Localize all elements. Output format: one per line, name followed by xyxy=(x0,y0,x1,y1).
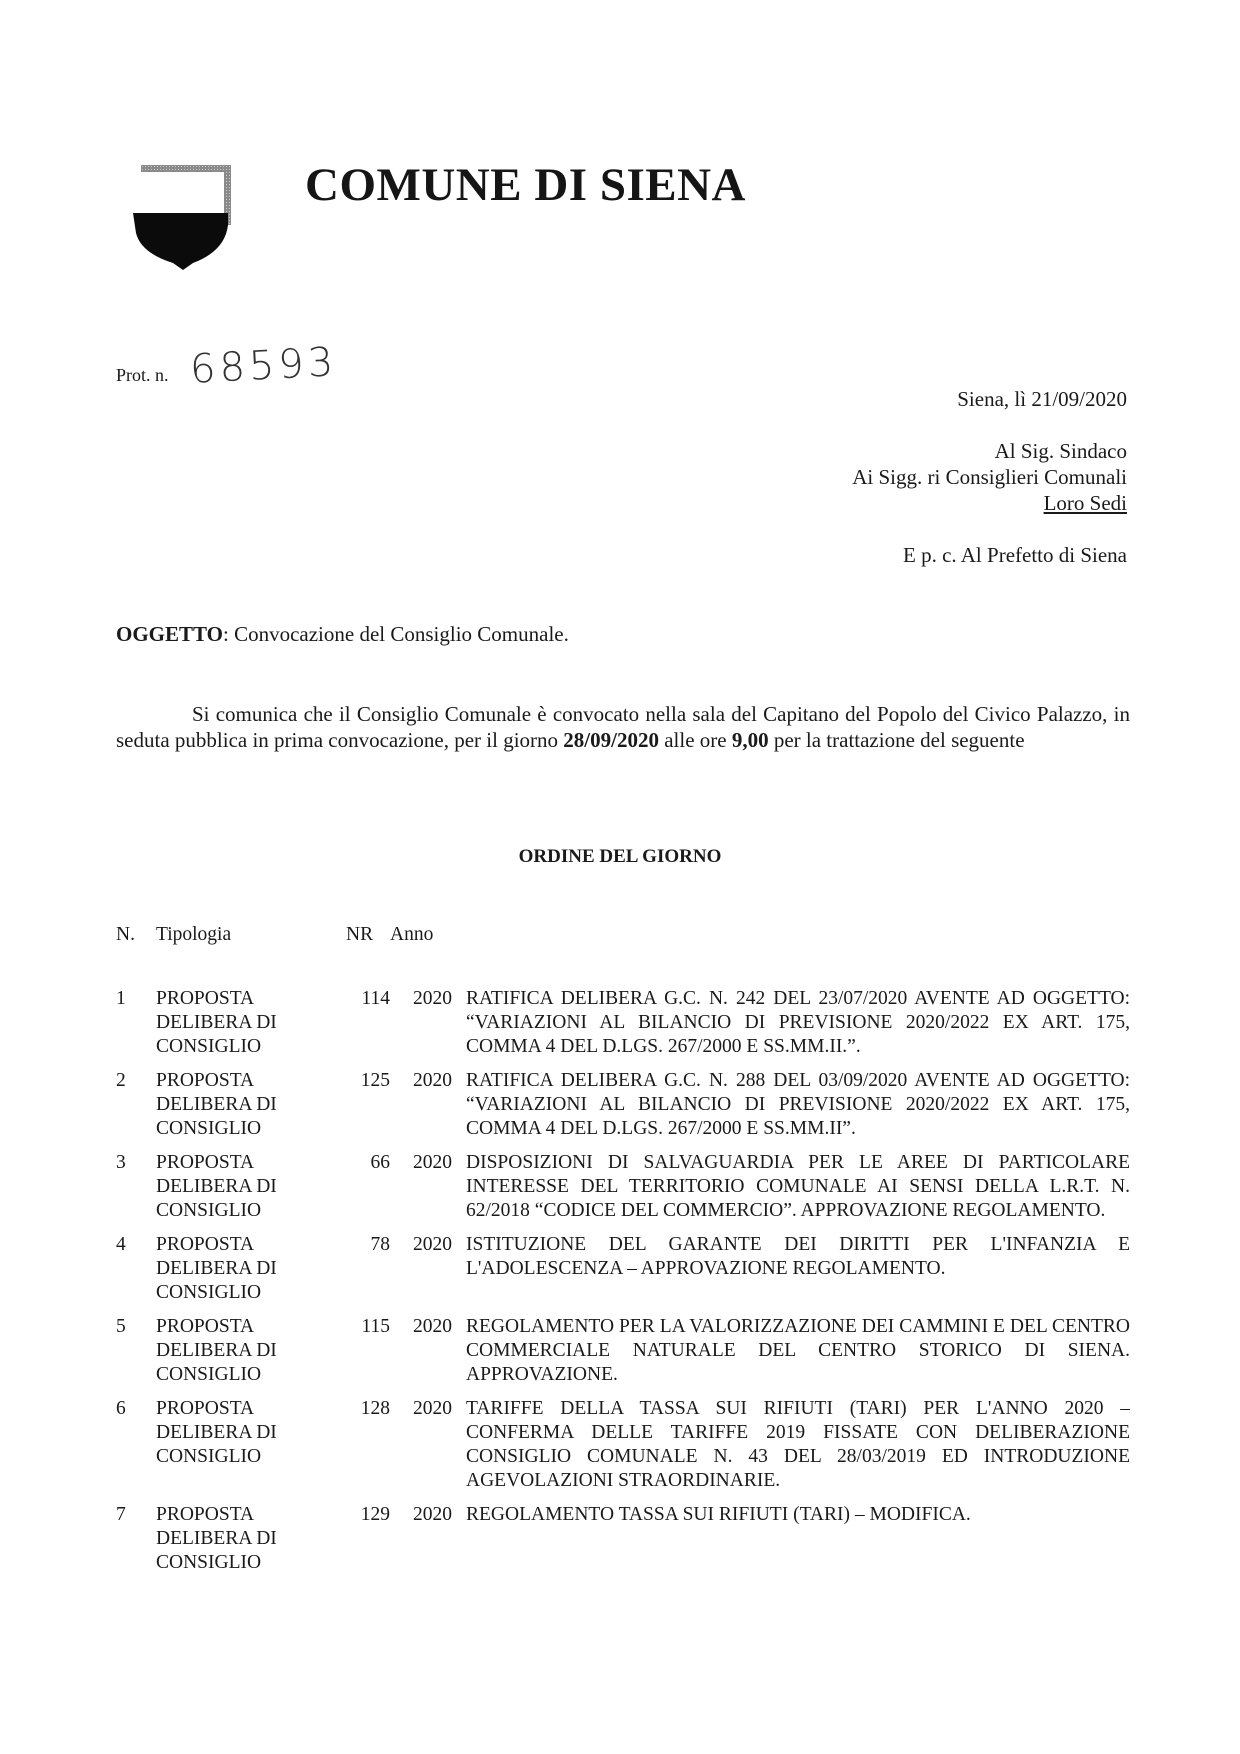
agenda-title: ORDINE DEL GIORNO xyxy=(518,846,722,867)
agenda-item-type: PROPOSTA DELIBERA DI CONSIGLIO xyxy=(156,1504,277,1573)
place-date: Siena, lì 21/09/2020 xyxy=(957,387,1127,411)
agenda-item-nr: 128 xyxy=(360,1398,390,1419)
agenda-item-number: 6 xyxy=(116,1398,126,1419)
protocol-label: Prot. n. xyxy=(116,365,169,385)
agenda-row xyxy=(116,1069,1130,1151)
body-text-part3: per la trattazione del seguente xyxy=(768,728,1025,752)
agenda-row xyxy=(116,1503,1130,1585)
body-text-part1: Si comunica che il Consiglio Comunale è convocato nella sala del Capitano del Popolo del Civico Palazzo, in seduta pubblica in prima convocazione, per il giorno xyxy=(116,702,1130,752)
agenda-item-subject: ISTITUZIONE DEL GARANTE DEI DIRITTI PER L'INFANZIA E L'ADOLESCENZA – APPROVAZIONE REGOLAMENTO. xyxy=(466,1234,1130,1279)
agenda-item-nr: 66 xyxy=(370,1152,390,1173)
col-header-nr: NR xyxy=(346,924,374,945)
agenda-item-subject: DISPOSIZIONI DI SALVAGUARDIA PER LE AREE DI PARTICOLARE INTERESSE DEL TERRITORIO COMUNALE AI SENSI DELLA L.R.T. N. 62/2018 “CODICE DEL COMMERCIO”. APPROVAZIONE REGOLAMENTO. xyxy=(466,1152,1130,1221)
convocation-paragraph xyxy=(116,701,1130,753)
recipients-block xyxy=(852,438,1127,516)
body-text-part2: alle ore xyxy=(658,728,732,752)
organization-title: COMUNE DI SIENA xyxy=(305,159,746,211)
siena-crest-icon xyxy=(133,163,241,273)
agenda-item-year: 2020 xyxy=(413,1504,452,1525)
agenda-item-nr: 114 xyxy=(361,988,390,1009)
agenda-header-row xyxy=(116,923,1130,987)
col-header-tipologia: Tipologia xyxy=(156,924,232,945)
protocol-number-handwritten: 68593 xyxy=(188,339,339,393)
subject-label: OGGETTO xyxy=(116,622,223,646)
recipient-cc-prefect: E p. c. Al Prefetto di Siena xyxy=(903,543,1127,567)
agenda-row xyxy=(116,1397,1130,1503)
agenda-row xyxy=(116,987,1130,1069)
agenda-item-subject: RATIFICA DELIBERA G.C. N. 288 DEL 03/09/2020 AVENTE AD OGGETTO: “VARIAZIONI AL BILANCIO DI PREVISIONE 2020/2022 EX ART. 175, COMMA 4 DEL D.LGS. 267/2000 E SS.MM.II”. xyxy=(466,1070,1130,1139)
agenda-item-subject: RATIFICA DELIBERA G.C. N. 242 DEL 23/07/2020 AVENTE AD OGGETTO: “VARIAZIONI AL BILANCIO DI PREVISIONE 2020/2022 EX ART. 175, COMMA 4 DEL D.LGS. 267/2000 E SS.MM.II.”. xyxy=(466,988,1130,1057)
agenda-row xyxy=(116,1233,1130,1315)
agenda-item-year: 2020 xyxy=(413,1316,452,1337)
agenda-item-year: 2020 xyxy=(413,988,452,1009)
agenda-item-subject: REGOLAMENTO TASSA SUI RIFIUTI (TARI) – MODIFICA. xyxy=(466,1504,971,1525)
agenda-item-type: PROPOSTA DELIBERA DI CONSIGLIO xyxy=(156,1316,277,1385)
agenda-item-number: 1 xyxy=(116,988,126,1009)
agenda-item-subject: TARIFFE DELLA TASSA SUI RIFIUTI (TARI) PER L'ANNO 2020 – CONFERMA DELLE TARIFFE 2019 FISSATE CON DELIBERAZIONE CONSIGLIO COMUNALE N. 43 DEL 28/03/2019 ED INTRODUZIONE AGEVOLAZIONI STRAORDINARIE. xyxy=(466,1398,1130,1491)
agenda-item-number: 3 xyxy=(116,1152,126,1173)
meeting-date: 28/09/2020 xyxy=(563,728,659,752)
agenda-item-number: 4 xyxy=(116,1234,126,1255)
agenda-item-nr: 78 xyxy=(370,1234,390,1255)
col-header-n: N. xyxy=(116,924,135,945)
agenda-table xyxy=(116,923,1130,1585)
agenda-item-number: 2 xyxy=(116,1070,126,1091)
agenda-item-number: 7 xyxy=(116,1504,126,1525)
agenda-item-nr: 125 xyxy=(360,1070,390,1091)
agenda-item-type: PROPOSTA DELIBERA DI CONSIGLIO xyxy=(156,988,277,1057)
agenda-item-type: PROPOSTA DELIBERA DI CONSIGLIO xyxy=(156,1152,277,1221)
col-header-oggetto xyxy=(466,923,1130,987)
agenda-item-year: 2020 xyxy=(413,1234,452,1255)
agenda-row xyxy=(116,1315,1130,1397)
meeting-time: 9,00 xyxy=(731,728,769,752)
col-header-anno: Anno xyxy=(390,924,434,945)
agenda-item-year: 2020 xyxy=(413,1070,452,1091)
agenda-item-number: 5 xyxy=(116,1316,126,1337)
agenda-item-nr: 129 xyxy=(360,1504,390,1525)
recipient-councillors: Ai Sigg. ri Consiglieri Comunali xyxy=(852,465,1127,489)
recipient-mayor: Al Sig. Sindaco xyxy=(994,439,1127,463)
agenda-item-type: PROPOSTA DELIBERA DI CONSIGLIO xyxy=(156,1398,277,1467)
subject-line xyxy=(116,622,569,647)
agenda-item-year: 2020 xyxy=(413,1152,452,1173)
subject-text: : Convocazione del Consiglio Comunale. xyxy=(222,622,569,646)
agenda-item-nr: 115 xyxy=(361,1316,390,1337)
recipient-loro-sedi: Loro Sedi xyxy=(1043,491,1127,515)
agenda-item-type: PROPOSTA DELIBERA DI CONSIGLIO xyxy=(156,1234,277,1303)
agenda-item-year: 2020 xyxy=(413,1398,452,1419)
agenda-item-subject: REGOLAMENTO PER LA VALORIZZAZIONE DEI CAMMINI E DEL CENTRO COMMERCIALE NATURALE DEL CENTRO STORICO DI SIENA. APPROVAZIONE. xyxy=(466,1316,1130,1385)
agenda-item-type: PROPOSTA DELIBERA DI CONSIGLIO xyxy=(156,1070,277,1139)
agenda-row xyxy=(116,1151,1130,1233)
